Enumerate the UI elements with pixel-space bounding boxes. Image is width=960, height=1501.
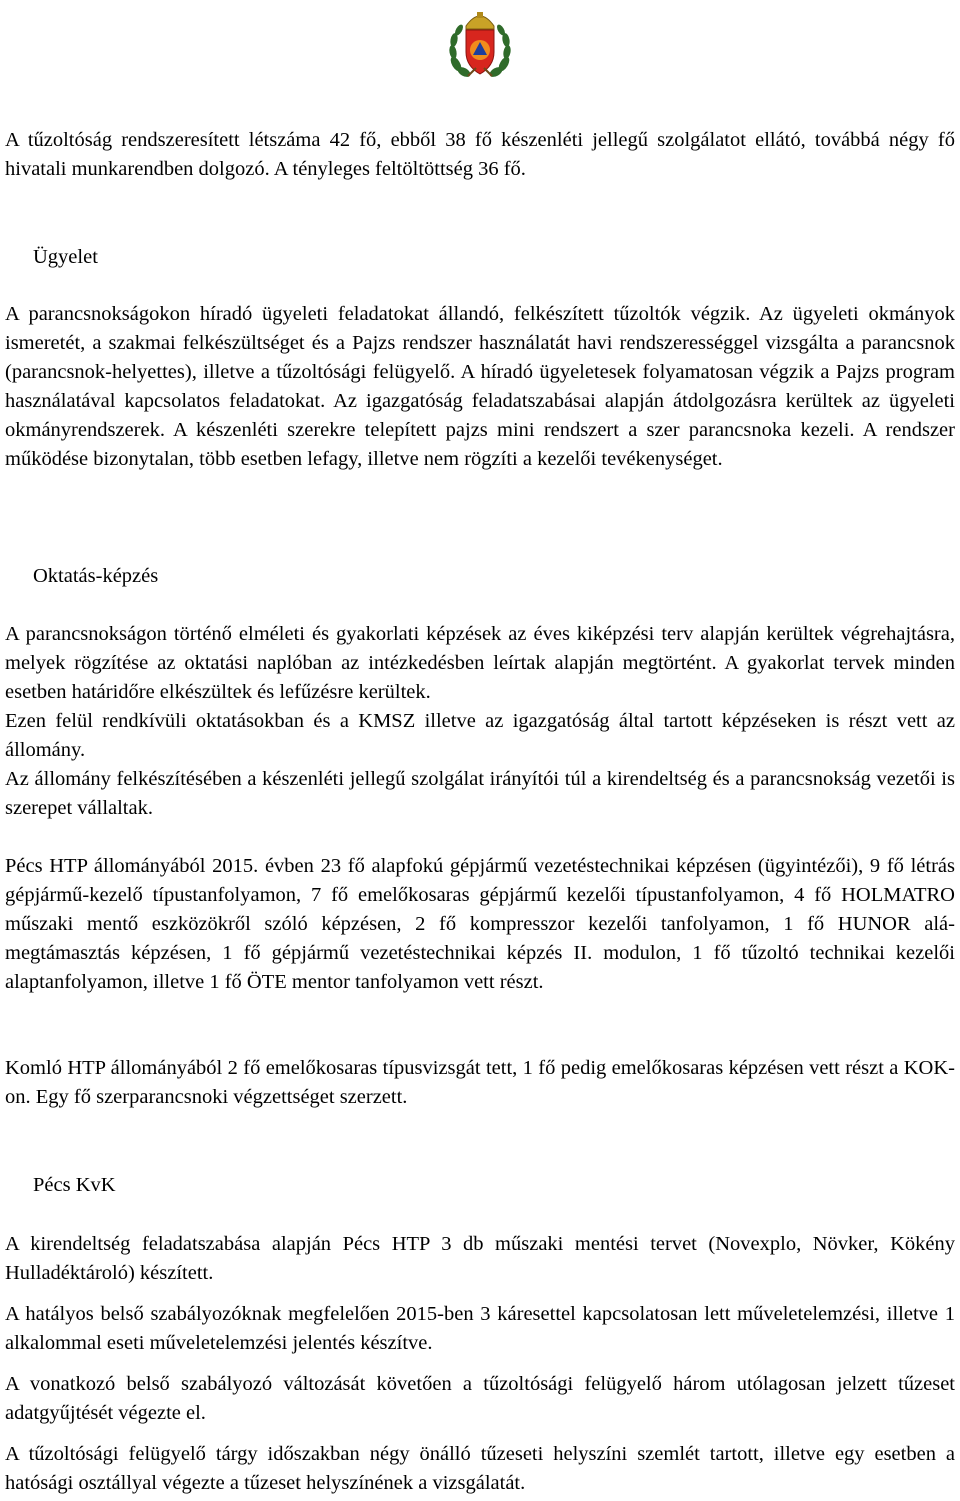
ugyelet-paragraph: A parancsnokságokon híradó ügyeleti feladatokat állandó, felkészített tűzoltók végzik. Az ügyeleti okmányok ismeretét, a szakmai felkészültséget és a Pajzs rendszer használatát havi rendszerességgel vizsgálta a parancsnok (parancsnok-helyettes), illetve a tűzoltósági felügyelő. A híradó ügyeletesek folyamatosan végzik a Pajzs program használatával kapcsolatos feladatokat. Az igazgatóság feladatszabásai alapján átdolgozásra kerültek az ügyeleti okmányrendszerek. A készenléti szerekre telepített pajzs mini rendszert a szer parancsnoka kezeli. A rendszer működése bizonytalan, több esetben lefagy, illetve nem rögzíti a kezelői tevékenységet. xyxy=(5,303,955,470)
pecs-kvk-paragraph-2: A hatályos belső szabályozóknak megfelelően 2015-ben 3 káresettel kapcsolatosan lett műveletelemzési, illetve 1 alkalommal eseti műveletelemzési jelentés készítve. xyxy=(5,1303,955,1354)
komlo-htp-section xyxy=(5,1054,955,1112)
komlo-htp-paragraph: Komló HTP állományából 2 fő emelőkosaras típusvizsgát tett, 1 fő pedig emelőkosaras képzésen vett részt a KOK-on. Egy fő szerparancsnoki végzettséget szerzett. xyxy=(5,1057,955,1108)
oktatas-section xyxy=(5,620,955,823)
pecs-kvk-paragraph-3: A vonatkozó belső szabályozó változását követően a tűzoltósági felügyelő három utólagosan jelzett tűzeset adatgyűjtését végezte el. xyxy=(5,1373,955,1424)
pecs-htp-paragraph: Pécs HTP állományából 2015. évben 23 fő alapfokú gépjármű vezetéstechnikai képzésen (ügyintézői), 9 fő létrás gépjármű-kezelő típustanfolyamon, 7 fő emelőkosaras gépjármű kezelői típustanfolyamon, 4 fő HOLMATRO műszaki mentő eszközökről szóló képzésen, 2 fő kompresszor kezelői tanfolyamon, 1 fő HUNOR alá-megtámasztás képzésen, 1 fő gépjármű vezetéstechnikai képzés II. modulon, 1 fő tűzoltó technikai kezelői alaptanfolyamon, illetve 1 fő ÖTE mentor tanfolyamon vett részt. xyxy=(5,855,955,993)
section-heading-oktatas: Oktatás-képzés xyxy=(33,565,159,587)
oktatas-paragraph-3: Az állomány felkészítésében a készenléti jellegű szolgálat irányítói túl a kirendeltség és a parancsnokság vezetői is szerepet vállaltak. xyxy=(5,768,955,819)
pecs-htp-section xyxy=(5,852,955,997)
intro-paragraph: A tűzoltóság rendszeresített létszáma 42 fő, ebből 38 fő készenléti jellegű szolgálatot ellátó, továbbá négy fő hivatali munkarendben dolgozó. A tényleges feltöltöttség 36 fő. xyxy=(5,129,955,180)
oktatas-paragraph-2: Ezen felül rendkívüli oktatásokban és a KMSZ illetve az igazgatóság által tartott képzéseken is részt vett az állomány. xyxy=(5,710,955,761)
section-heading-pecs-kvk: Pécs KvK xyxy=(33,1174,116,1196)
fire-brigade-emblem-icon xyxy=(446,6,514,82)
pecs-kvk-section xyxy=(5,1230,955,1498)
intro-section xyxy=(5,126,955,184)
oktatas-paragraph-1: A parancsnokságon történő elméleti és gyakorlati képzések az éves kiképzési terv alapján kerültek végrehajtásra, melyek rögzítése az oktatási naplóban az intézkedésben leírtak alapján megtörtént. A gyakorlat tervek minden esetben határidőre elkészültek és lefűzésre kerültek. xyxy=(5,623,955,703)
pecs-kvk-paragraph-4: A tűzoltósági felügyelő tárgy időszakban négy önálló tűzeseti helyszíni szemlét tartott, illetve egy esetben a hatósági osztállyal végezte a tűzeset helyszínének a vizsgálatát. xyxy=(5,1443,955,1494)
section-heading-ugyelet: Ügyelet xyxy=(33,246,98,268)
ugyelet-section xyxy=(5,300,955,474)
pecs-kvk-paragraph-1: A kirendeltség feladatszabása alapján Pécs HTP 3 db műszaki mentési tervet (Novexplo, Növker, Kökény Hulladéktároló) készített. xyxy=(5,1233,955,1284)
